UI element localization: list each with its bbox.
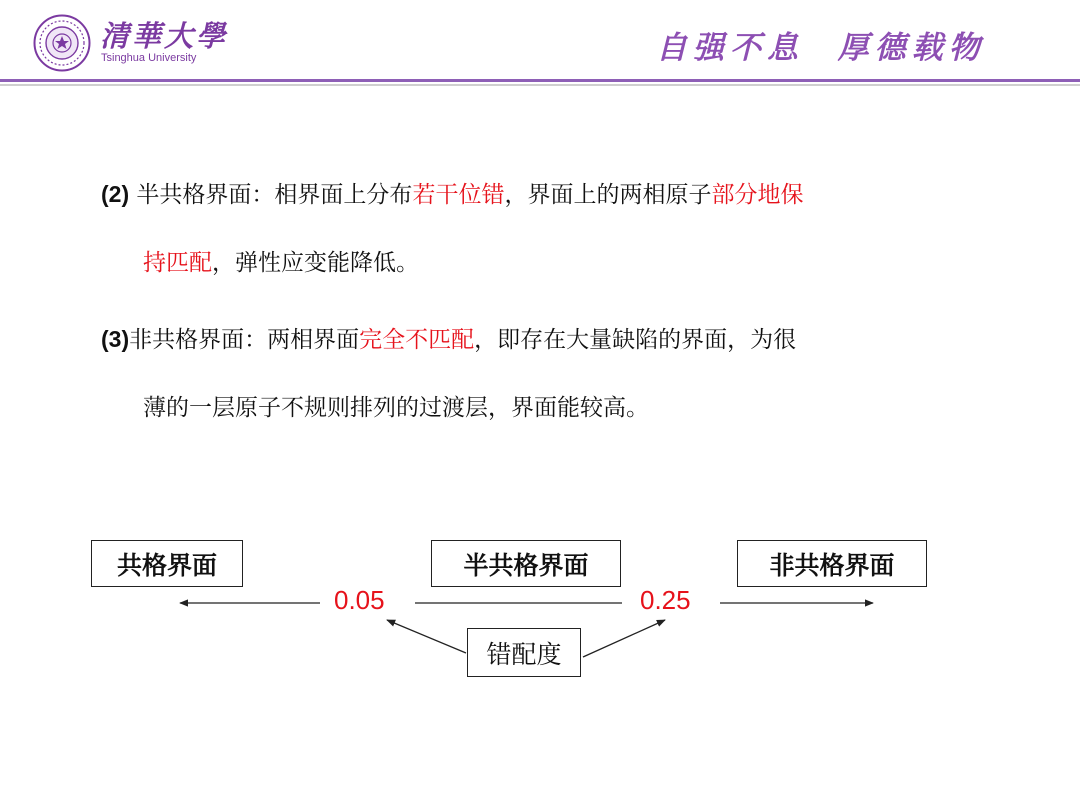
highlight-text: 完全不匹配 (359, 327, 475, 353)
highlight-text: 持匹配 (143, 250, 212, 276)
university-motto: 自强不息 厚德载物 (656, 30, 986, 66)
text-span: 半共格界面：相界面上分布 (129, 182, 413, 208)
text-span: 非共格界面：两相界面 (129, 327, 360, 353)
semi-coherent-interface-box: 半共格界面 (431, 540, 621, 587)
highlight-text: 若干位错 (412, 182, 505, 208)
incoherent-interface-box: 非共格界面 (737, 540, 927, 587)
paragraph-line: 薄的一层原子不规则排列的过渡层，界面能较高。 (143, 395, 649, 421)
text-span: ，即存在大量缺陷的界面，为很 (474, 327, 797, 353)
university-name-en: Tsinghua University (101, 52, 197, 64)
item-number: (3) (101, 326, 130, 352)
highlight-text: 部分地保 (711, 182, 804, 208)
mismatch-degree-box: 错配度 (467, 628, 581, 677)
university-name-cn: 清華大學 (100, 19, 229, 53)
mismatch-threshold-high: 0.25 (640, 585, 691, 615)
mismatch-threshold-low: 0.05 (334, 585, 385, 615)
text-span: ，界面上的两相原子 (504, 182, 712, 208)
item-number: (2) (101, 181, 130, 207)
arrow-to-low-value (387, 620, 466, 653)
text-span: ，弹性应变能降低。 (212, 250, 419, 276)
coherent-interface-box: 共格界面 (91, 540, 243, 587)
arrow-to-high-value (583, 620, 665, 657)
